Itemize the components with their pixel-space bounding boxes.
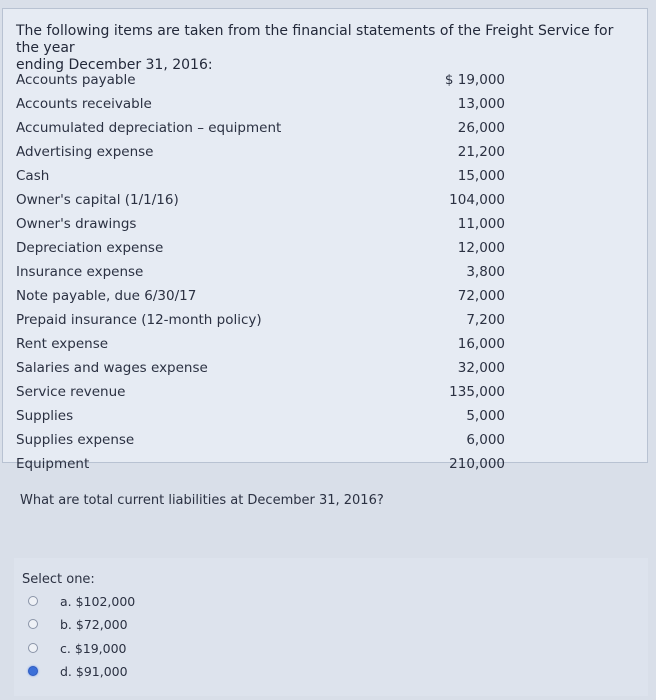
item-label: Owner's drawings [16, 216, 137, 232]
item-value: 11,000 [457, 216, 505, 232]
item-label: Accounts payable [16, 72, 136, 88]
item-row [3, 453, 649, 477]
item-label: Owner's capital (1/1/16) [16, 192, 179, 208]
item-row [3, 357, 649, 381]
option-label[interactable]: c. $19,000 [60, 641, 127, 656]
intro-line-1: The following items are taken from the financial statements of the Freight Service for the year [16, 23, 614, 56]
item-label: Depreciation expense [16, 240, 164, 256]
item-row [3, 93, 649, 117]
radio-button[interactable] [28, 619, 38, 629]
item-label: Accumulated depreciation – equipment [16, 120, 282, 136]
radio-button[interactable] [28, 596, 38, 606]
item-row [3, 69, 649, 93]
item-row [3, 237, 649, 261]
item-row [3, 333, 649, 357]
item-row [3, 285, 649, 309]
item-label: Supplies expense [16, 432, 135, 448]
item-value: 5,000 [466, 408, 505, 424]
item-value: 13,000 [457, 96, 505, 112]
item-row [3, 189, 649, 213]
item-label: Cash [16, 168, 50, 184]
answer-option-c[interactable] [24, 639, 324, 659]
intro-text [16, 23, 636, 74]
item-row [3, 141, 649, 165]
item-label: Insurance expense [16, 264, 144, 280]
answer-option-d[interactable] [24, 662, 324, 682]
select-one-label: Select one: [22, 572, 95, 587]
item-row [3, 117, 649, 141]
item-value: 12,000 [457, 240, 505, 256]
item-label: Accounts receivable [16, 96, 152, 112]
option-label[interactable]: a. $102,000 [60, 594, 136, 609]
item-row [3, 381, 649, 405]
item-row [3, 213, 649, 237]
item-label: Supplies [16, 408, 74, 424]
item-label: Note payable, due 6/30/17 [16, 288, 197, 304]
option-label[interactable]: d. $91,000 [60, 664, 128, 679]
item-label: Equipment [16, 456, 90, 472]
item-value: 32,000 [457, 360, 505, 376]
item-value: 210,000 [449, 456, 505, 472]
answer-option-b[interactable] [24, 615, 324, 635]
item-value: 7,200 [466, 312, 505, 328]
item-row [3, 429, 649, 453]
item-label: Rent expense [16, 336, 109, 352]
item-value: 135,000 [449, 384, 505, 400]
item-row [3, 405, 649, 429]
item-value: 72,000 [457, 288, 505, 304]
item-label: Service revenue [16, 384, 126, 400]
item-label: Salaries and wages expense [16, 360, 208, 376]
item-value: 16,000 [457, 336, 505, 352]
option-label[interactable]: b. $72,000 [60, 617, 128, 632]
answer-option-a[interactable] [24, 592, 324, 612]
item-label: Advertising expense [16, 144, 154, 160]
items-list [3, 69, 649, 477]
radio-button-selected[interactable] [28, 666, 38, 676]
item-value: $ 19,000 [444, 72, 505, 88]
item-value: 104,000 [449, 192, 505, 208]
item-row [3, 261, 649, 285]
question-text: What are total current liabilities at December 31, 2016? [20, 493, 384, 508]
item-row [3, 309, 649, 333]
radio-button[interactable] [28, 643, 38, 653]
item-value: 6,000 [466, 432, 505, 448]
financial-data-panel [2, 8, 648, 472]
item-value: 3,800 [466, 264, 505, 280]
item-value: 21,200 [457, 144, 505, 160]
intro-line-2: ending December 31, 2016: [16, 57, 213, 73]
item-row [3, 165, 649, 189]
item-value: 26,000 [457, 120, 505, 136]
item-label: Prepaid insurance (12-month policy) [16, 312, 262, 328]
item-value: 15,000 [457, 168, 505, 184]
